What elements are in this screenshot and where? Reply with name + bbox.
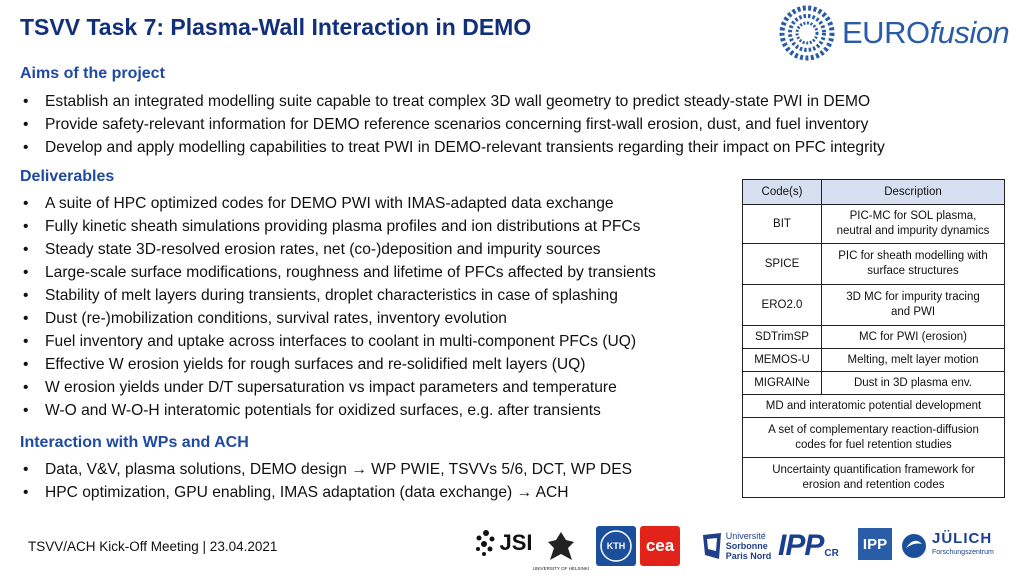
table-cell-full [743, 458, 1005, 498]
jsi-logo [472, 528, 536, 558]
slide-title: TSVV Task 7: Plasma-Wall Interaction in DEMO [20, 14, 532, 40]
deliverables-item: • Fuel inventory and uptake across interfaces to coolant in multi-component PFCs (UQ) [20, 330, 656, 353]
deliverables-item: • Steady state 3D-resolved erosion rates, net (co-)deposition and impurity sources [20, 238, 656, 261]
desc-line: neutral and impurity dynamics [836, 225, 990, 237]
ipp-logo [858, 528, 892, 560]
table-row [743, 326, 1005, 349]
deliverables-item: • Dust (re-)mobilization conditions, survival rates, inventory evolution [20, 307, 656, 330]
codes-table [742, 179, 1005, 498]
interaction-item: • HPC optimization, GPU enabling, IMAS adaptation (data exchange) → ACH [20, 481, 632, 504]
table-header-row [743, 180, 1005, 205]
table-cell-description [822, 205, 1005, 244]
table-cell-description: MC for PWI (erosion) [822, 326, 1005, 349]
ipp-cr-logo [778, 526, 852, 566]
table-cell-description [822, 285, 1005, 326]
aims-heading: Aims of the project [20, 65, 165, 82]
table-header-codes: Code(s) [743, 180, 822, 205]
deliverables-item: • A suite of HPC optimized codes for DEMO PWI with IMAS-adapted data exchange [20, 192, 656, 215]
desc-line: 3D MC for impurity tracing [846, 291, 980, 303]
table-cell-code: MIGRAINe [743, 372, 822, 395]
aims-list [20, 90, 885, 159]
desc-line: codes for fuel retention studies [795, 438, 952, 451]
helsinki-emblem-icon [546, 530, 576, 566]
julich-text-block [932, 532, 994, 560]
sorbonne-emblem-icon [701, 531, 723, 561]
julich-sub-text: Forschungszentrum [932, 549, 994, 556]
deliverables-item: • Stability of melt layers during transients, droplet characteristics in case of splashing [20, 284, 656, 307]
desc-line: erosion and retention codes [802, 478, 945, 491]
aims-item: • Establish an integrated modelling suite capable to treat complex 3D wall geometry to predict steady-state PWI in DEMO [20, 90, 885, 113]
table-cell-code: MEMOS-U [743, 349, 822, 372]
sorbonne-line: Université [725, 531, 766, 541]
julich-text: JÜLICH [932, 530, 993, 547]
table-row [743, 349, 1005, 372]
table-cell-code: SPICE [743, 244, 822, 285]
desc-line: Uncertainty quantification framework for [772, 463, 975, 476]
table-cell-code: ERO2.0 [743, 285, 822, 326]
table-row [743, 244, 1005, 285]
table-cell-description: Melting, melt layer motion [822, 349, 1005, 372]
table-row [743, 418, 1005, 458]
desc-line: PIC-MC for SOL plasma, [849, 210, 977, 222]
kth-logo [596, 526, 636, 566]
aims-item: • Develop and apply modelling capabilities to treat PWI in DEMO-relevant transients regarding their impact on PFC integrity [20, 136, 885, 159]
footer-meeting-info: TSVV/ACH Kick-Off Meeting | 23.04.2021 [28, 539, 278, 554]
eurofusion-emblem-icon [778, 4, 836, 62]
jsi-dots-icon [475, 529, 497, 557]
deliverables-item: • W erosion yields under D/T supersaturation vs impact parameters and temperature [20, 376, 656, 399]
table-cell-full: MD and interatomic potential development [743, 395, 1005, 418]
deliverables-list [20, 192, 656, 422]
julich-logo [900, 526, 1020, 566]
ipp-text: IPP [862, 535, 888, 553]
deliverables-item: • Fully kinetic sheath simulations providing plasma profiles and ion distributions at PFCs [20, 215, 656, 238]
table-cell-description [822, 244, 1005, 285]
table-cell-description: Dust in 3D plasma env. [822, 372, 1005, 395]
table-row [743, 372, 1005, 395]
eurofusion-logo [778, 4, 1022, 62]
ipp-cr-sub-text: CR [824, 547, 839, 559]
table-row [743, 458, 1005, 498]
desc-line: and PWI [890, 306, 936, 318]
aims-item: • Provide safety-relevant information for DEMO reference scenarios concerning first-wall erosion, dust, and fuel inventory [20, 113, 885, 136]
sorbonne-line: Paris Nord [725, 551, 772, 561]
desc-line: A set of complementary reaction-diffusion [768, 423, 979, 436]
interaction-list [20, 458, 632, 504]
table-row [743, 395, 1005, 418]
table-cell-code: BIT [743, 205, 822, 244]
eurofusion-wordmark [842, 15, 1009, 51]
deliverables-item: • W-O and W-O-H interatomic potentials for oxidized surfaces, e.g. after transients [20, 399, 656, 422]
jsi-text: JSI [499, 530, 533, 555]
logo-text-euro: EURO [842, 15, 930, 50]
interaction-item: • Data, V&V, plasma solutions, DEMO design → WP PWIE, TSVVs 5/6, DCT, WP DES [20, 458, 632, 481]
partner-logos [468, 520, 1024, 576]
table-row [743, 285, 1005, 326]
sorbonne-logo [696, 526, 776, 566]
julich-swirl-icon [900, 532, 928, 560]
interaction-heading: Interaction with WPs and ACH [20, 434, 249, 451]
kth-text: KTH [606, 541, 626, 551]
deliverables-heading: Deliverables [20, 168, 115, 185]
table-cell-full [743, 418, 1005, 458]
table-row [743, 205, 1005, 244]
cea-logo [640, 526, 680, 566]
deliverables-item: • Large-scale surface modifications, roughness and lifetime of PFCs affected by transients [20, 261, 656, 284]
helsinki-logo [528, 524, 594, 576]
table-cell-code: SDTrimSP [743, 326, 822, 349]
desc-line: PIC for sheath modelling with [838, 250, 988, 262]
desc-line: surface structures [867, 265, 959, 277]
sorbonne-text-block [726, 531, 772, 561]
sorbonne-line: Sorbonne [725, 541, 768, 551]
deliverables-item: • Effective W erosion yields for rough surfaces and re-solidified melt layers (UQ) [20, 353, 656, 376]
ipp-cr-text: IPP [778, 529, 824, 562]
table-header-description: Description [822, 180, 1005, 205]
helsinki-text: UNIVERSITY OF HELSINKI [532, 565, 590, 571]
cea-text: cea [645, 536, 675, 555]
logo-text-fusion: fusion [929, 15, 1010, 50]
